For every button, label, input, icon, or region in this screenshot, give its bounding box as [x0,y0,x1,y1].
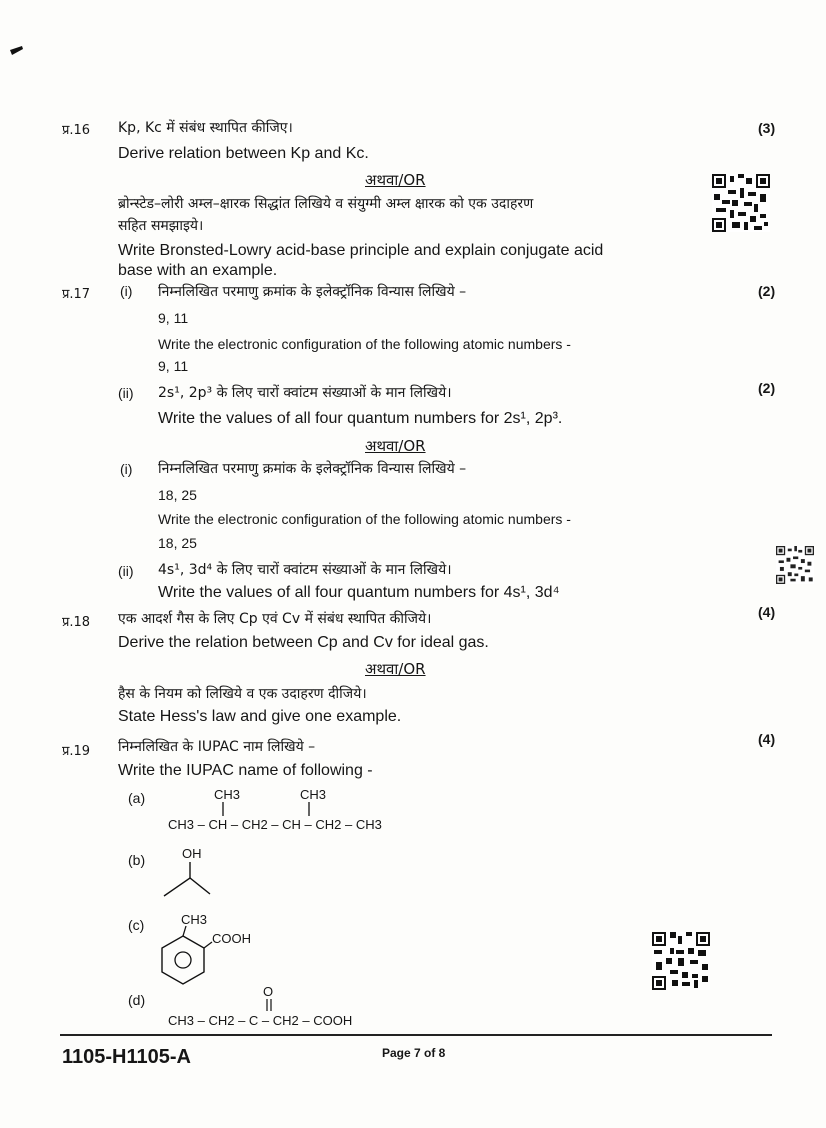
q16-alt-english-2: base with an example. [118,262,278,279]
q19-a-label: (a) [128,790,146,806]
q17-ii-hindi: 2s¹, 2p³ के लिए चारों क्वांटम संख्याओं के मान लिखिये। [158,385,452,401]
q17-i-hindi: निम्नलिखित परमाणु क्रमांक के इलेक्ट्रॉनिक विन्यास लिखिये – [158,284,467,300]
q17-i-numbers: 9, 11 [158,310,189,326]
corner-mark [10,46,24,56]
q17-alt-i-numbers: 18, 25 [158,487,197,503]
q17-number: प्र.17 [62,287,91,302]
q16-alt-hindi-2: सहित समझाइये। [118,218,204,234]
footer-page-number: Page 7 of 8 [382,1046,446,1060]
q19-c-cooh: COOH [212,931,251,946]
q19-c-label: (c) [128,917,145,933]
q17-i-numbers-2: 9, 11 [158,358,189,374]
q19-d-chain: CH3 – CH2 – C – CH2 – COOH [168,1013,353,1028]
q19-d-double-bond [263,999,277,1013]
q16-or: अथवा/OR [365,171,426,189]
q16-english: Derive relation between Kp and Kc. [118,145,369,162]
qr-code-2 [776,546,814,584]
q19-number: प्र.19 [62,744,91,759]
q18-english: Derive the relation between Cp and Cv for ideal gas. [118,634,489,651]
q16-alt-hindi-1: ब्रोन्स्टेड–लोरी अम्ल–क्षारक सिद्धांत लिखिये व संयुग्मी अम्ल क्षारक को एक उदाहरण [118,196,534,212]
footer-divider [60,1034,772,1036]
q16-marks: (3) [758,120,776,136]
q17-or: अथवा/OR [365,437,426,455]
q17-alt-ii-hindi: 4s¹, 3d⁴ के लिए चारों क्वांटम संख्याओं के मान लिखिये। [158,562,452,578]
q18-alt-english: State Hess's law and give one example. [118,708,402,725]
q18-alt-hindi: हैस के नियम को लिखिये व एक उदाहरण दीजिये। [118,686,367,702]
q17-i-english: Write the electronic configuration of the following atomic numbers - [158,336,571,352]
q17-alt-i-numbers-2: 18, 25 [158,535,197,551]
q19-a-ch3-2: CH3 [300,787,327,802]
q19-b-oh: OH [182,846,202,861]
q19-b-label: (b) [128,852,146,868]
q17-alt-ii-english: Write the values of all four quantum numbers for 4s¹, 3d⁴ [158,584,560,601]
q17-marks-1: (2) [758,283,776,299]
q18-or: अथवा/OR [365,660,426,678]
footer-paper-code: 1105-H1105-A [62,1046,191,1068]
q19-english: Write the IUPAC name of following - [118,762,373,779]
q19-hindi: निम्नलिखित के IUPAC नाम लिखिये – [118,739,316,755]
q18-marks: (4) [758,604,776,620]
q19-d-label: (d) [128,992,146,1008]
q19-a-chain: CH3 – CH – CH2 – CH – CH2 – CH3 [168,817,382,832]
q19-b-structure [160,860,220,900]
q17-marks-2: (2) [758,380,776,396]
q16-hindi: Kp, Kc में संबंध स्थापित कीजिए। [118,120,293,136]
q16-number: प्र.16 [62,123,91,138]
q17-part-i-label: (i) [120,283,133,299]
q17-part-ii-label: (ii) [118,385,134,401]
q19-d-oxygen: O [263,984,274,999]
q17-alt-part-i-label: (i) [120,461,133,477]
q19-c-benzene-ring [150,924,220,990]
q17-alt-i-hindi: निम्नलिखित परमाणु क्रमांक के इलेक्ट्रॉनिक विन्यास लिखिये – [158,461,467,477]
q17-alt-i-english: Write the electronic configuration of the following atomic numbers - [158,511,571,527]
q18-hindi: एक आदर्श गैस के लिए Cp एवं Cv में संबंध स्थापित कीजिये। [118,611,432,627]
qr-code-3 [652,932,710,990]
q17-alt-part-ii-label: (ii) [118,563,134,579]
q19-marks: (4) [758,731,776,747]
q19-c-ch3: CH3 [181,912,208,927]
q19-a-ch3-1: CH3 [214,787,241,802]
q16-alt-english-1: Write Bronsted-Lowry acid-base principle and explain conjugate acid [118,242,604,259]
qr-code-1 [712,174,770,232]
q17-ii-english: Write the values of all four quantum numbers for 2s¹, 2p³. [158,410,563,427]
q18-number: प्र.18 [62,615,91,630]
